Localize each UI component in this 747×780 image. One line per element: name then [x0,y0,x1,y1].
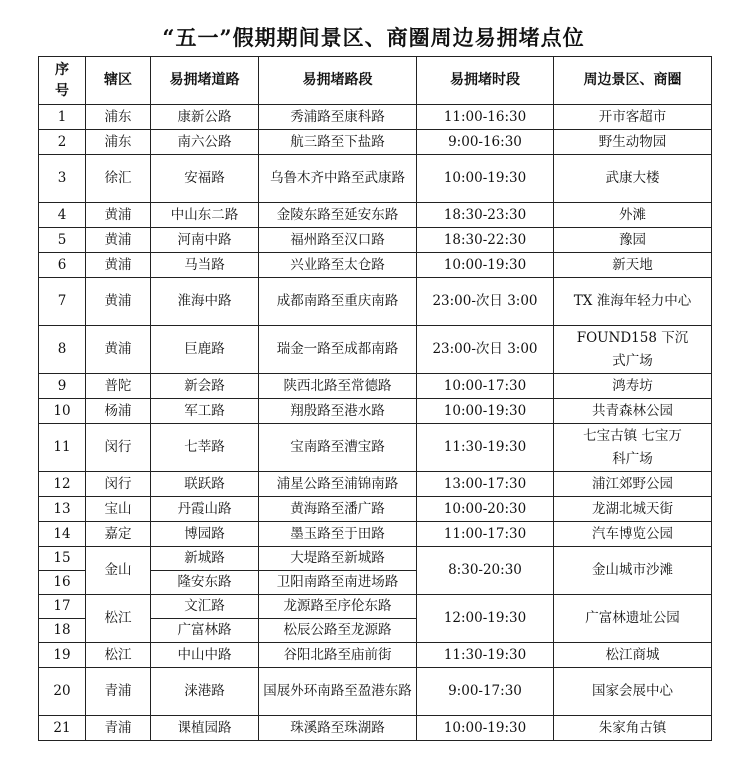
table-header-row [39,57,712,105]
row-district: 黄浦 [86,278,151,326]
table-row [39,497,712,522]
row-section: 龙源路至序伦东路 [259,595,417,619]
row-section: 宝南路至漕宝路 [259,424,417,472]
row-district: 杨浦 [86,399,151,424]
row-no: 9 [39,374,86,399]
row-time: 11:30-19:30 [417,424,554,472]
row-area: 金山城市沙滩 [554,547,712,595]
table-row [39,399,712,424]
row-no: 6 [39,253,86,278]
row-no: 3 [39,155,86,203]
row-district: 黄浦 [86,228,151,253]
row-road: 课植园路 [151,716,259,741]
row-area: 国家会展中心 [554,668,712,716]
row-road: 新城路 [151,547,259,571]
row-section: 松辰公路至龙源路 [259,619,417,643]
row-district: 嘉定 [86,522,151,547]
row-time: 12:00-19:30 [417,595,554,643]
row-time: 10:00-19:30 [417,253,554,278]
row-no: 7 [39,278,86,326]
table-row [39,472,712,497]
row-section: 航三路至下盐路 [259,130,417,155]
row-district: 闵行 [86,472,151,497]
row-section: 乌鲁木齐中路至武康路 [259,155,417,203]
row-district: 宝山 [86,497,151,522]
table-row [39,228,712,253]
header-section: 易拥堵路段 [259,57,417,105]
row-area: 龙湖北城天街 [554,497,712,522]
row-area: 武康大楼 [554,155,712,203]
row-section: 秀浦路至康科路 [259,105,417,130]
row-road: 马当路 [151,253,259,278]
header-area: 周边景区、商圈 [554,57,712,105]
table-row [39,278,712,326]
row-road: 新会路 [151,374,259,399]
row-road: 联跃路 [151,472,259,497]
header-no: 序号 [39,57,86,105]
row-time: 8:30-20:30 [417,547,554,595]
row-no: 18 [39,619,86,643]
row-time: 18:30-23:30 [417,203,554,228]
row-area: 广富林遗址公园 [554,595,712,643]
row-time: 10:00-17:30 [417,374,554,399]
row-district: 徐汇 [86,155,151,203]
header-time: 易拥堵时段 [417,57,554,105]
row-district: 松江 [86,643,151,668]
row-section: 福州路至汉口路 [259,228,417,253]
row-road: 中山中路 [151,643,259,668]
table-row [39,522,712,547]
row-road: 隆安东路 [151,571,259,595]
row-district: 浦东 [86,130,151,155]
row-road: 河南中路 [151,228,259,253]
row-no: 12 [39,472,86,497]
row-time: 11:00-16:30 [417,105,554,130]
row-time: 10:00-19:30 [417,716,554,741]
row-no: 10 [39,399,86,424]
row-section: 金陵东路至延安东路 [259,203,417,228]
row-time: 10:00-19:30 [417,399,554,424]
row-time: 11:00-17:30 [417,522,554,547]
table-row [39,326,712,374]
table-row [39,155,712,203]
row-no: 15 [39,547,86,571]
row-area: TX 淮海年轻力中心 [554,278,712,326]
table-row [39,716,712,741]
row-district: 青浦 [86,716,151,741]
row-district: 青浦 [86,668,151,716]
row-road: 中山东二路 [151,203,259,228]
row-district: 黄浦 [86,326,151,374]
row-area: 共青森林公园 [554,399,712,424]
congestion-table [38,56,712,741]
row-no: 19 [39,643,86,668]
table-row [39,643,712,668]
row-no: 5 [39,228,86,253]
table-row [39,253,712,278]
table-row [39,130,712,155]
header-district: 辖区 [86,57,151,105]
row-section: 黄海路至潘广路 [259,497,417,522]
row-district: 黄浦 [86,203,151,228]
row-road: 博园路 [151,522,259,547]
row-section: 兴业路至太仓路 [259,253,417,278]
row-no: 17 [39,595,86,619]
row-area: FOUND158 下沉式广场 [554,326,712,374]
table-row [39,105,712,130]
row-road: 丹霞山路 [151,497,259,522]
row-section: 翔殷路至港水路 [259,399,417,424]
row-no: 16 [39,571,86,595]
row-road: 康新公路 [151,105,259,130]
row-area: 松江商城 [554,643,712,668]
table-row [39,203,712,228]
row-no: 2 [39,130,86,155]
row-no: 11 [39,424,86,472]
header-road: 易拥堵道路 [151,57,259,105]
row-no: 8 [39,326,86,374]
table-row [39,374,712,399]
page-title: “五一”假期期间景区、商圈周边易拥堵点位 [162,25,585,50]
table-row [39,424,712,472]
row-time: 9:00-16:30 [417,130,554,155]
table-row [39,547,712,571]
row-time: 11:30-19:30 [417,643,554,668]
row-area: 新天地 [554,253,712,278]
row-section: 谷阳北路至庙前街 [259,643,417,668]
row-district: 普陀 [86,374,151,399]
row-time: 9:00-17:30 [417,668,554,716]
row-district: 闵行 [86,424,151,472]
table-row [39,595,712,619]
row-road: 文汇路 [151,595,259,619]
row-section: 大堤路至新城路 [259,547,417,571]
row-section: 瑞金一路至成都南路 [259,326,417,374]
row-section: 卫阳南路至南进场路 [259,571,417,595]
row-no: 1 [39,105,86,130]
row-time: 23:00-次日 3:00 [417,326,554,374]
row-section: 成都南路至重庆南路 [259,278,417,326]
row-section: 浦星公路至浦锦南路 [259,472,417,497]
row-road: 淮海中路 [151,278,259,326]
row-area: 外滩 [554,203,712,228]
row-district: 松江 [86,595,151,643]
row-no: 20 [39,668,86,716]
row-area: 汽车博览公园 [554,522,712,547]
row-road: 涞港路 [151,668,259,716]
row-road: 南六公路 [151,130,259,155]
row-area: 鸿寿坊 [554,374,712,399]
row-time: 10:00-19:30 [417,155,554,203]
row-no: 13 [39,497,86,522]
table-row [39,668,712,716]
row-district: 黄浦 [86,253,151,278]
row-district: 浦东 [86,105,151,130]
row-section: 陕西北路至常德路 [259,374,417,399]
row-time: 13:00-17:30 [417,472,554,497]
row-road: 广富林路 [151,619,259,643]
row-area: 朱家角古镇 [554,716,712,741]
row-area: 野生动物园 [554,130,712,155]
row-time: 10:00-20:30 [417,497,554,522]
row-road: 安福路 [151,155,259,203]
row-section: 墨玉路至于田路 [259,522,417,547]
row-no: 4 [39,203,86,228]
row-district: 金山 [86,547,151,595]
row-section: 国展外环南路至盈港东路 [259,668,417,716]
row-no: 21 [39,716,86,741]
row-road: 七莘路 [151,424,259,472]
row-road: 军工路 [151,399,259,424]
row-road: 巨鹿路 [151,326,259,374]
row-no: 14 [39,522,86,547]
row-time: 18:30-22:30 [417,228,554,253]
row-area: 七宝古镇 七宝万科广场 [554,424,712,472]
row-area: 豫园 [554,228,712,253]
row-section: 珠溪路至珠湖路 [259,716,417,741]
row-time: 23:00-次日 3:00 [417,278,554,326]
row-area: 开市客超市 [554,105,712,130]
row-area: 浦江郊野公园 [554,472,712,497]
